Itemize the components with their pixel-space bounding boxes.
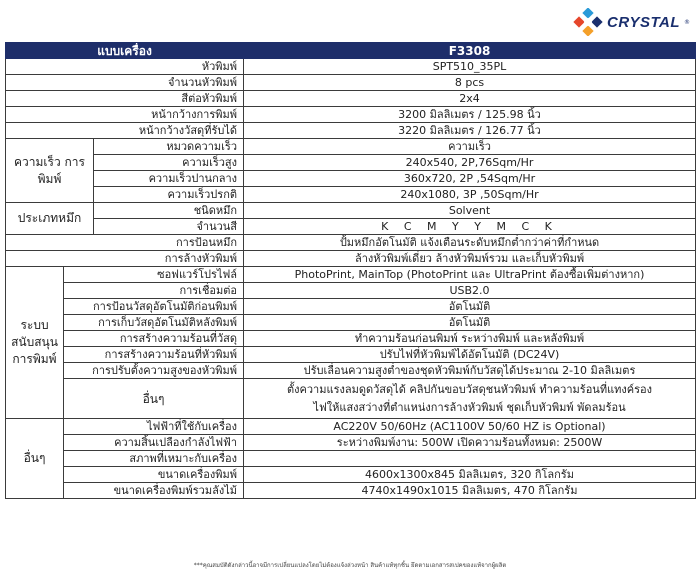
table-row (6, 203, 696, 219)
row-value: อัตโนมัติ (244, 315, 696, 331)
row-value: ปรับไฟที่หัวพิมพ์ได้อัตโนมัติ (DC24V) (244, 347, 696, 363)
row-label: สภาพที่เหมาะกับเครื่อง (64, 451, 244, 467)
row-value (244, 451, 696, 467)
row-label: ซอฟแวร์โปรไฟล์ (64, 267, 244, 283)
row-value: PhotoPrint, MainTop (PhotoPrint และ UltraPrint ต้องซื้อเพิ่มต่างหาก) (244, 267, 696, 283)
row-value: Solvent (244, 203, 696, 219)
row-label: ความเร็วสูง (94, 155, 244, 171)
row-value (244, 379, 696, 419)
row-value: AC220V 50/60Hz (AC1100V 50/60 HZ is Optional) (244, 419, 696, 435)
row-label: ความสิ้นเปลืองกำลังไฟฟ้า (64, 435, 244, 451)
row-label: ไฟฟ้าที่ใช้กับเครื่อง (64, 419, 244, 435)
table-row (6, 347, 696, 363)
row-value: อัตโนมัติ (244, 299, 696, 315)
table-row (6, 187, 696, 203)
row-label: ความเร็วปานกลาง (94, 171, 244, 187)
support-group-label: ระบบ สนับสนุน การพิมพ์ (6, 267, 64, 419)
table-row (6, 139, 696, 155)
row-label: หน้ากว้างวัสดุที่รับได้ (6, 123, 244, 139)
row-label: การป้อนวัสดุอัตโนมัติก่อนพิมพ์ (64, 299, 244, 315)
table-row (6, 467, 696, 483)
table-row (6, 315, 696, 331)
row-label: การเก็บวัสดุอัตโนมัติหลังพิมพ์ (64, 315, 244, 331)
row-value: ล้างหัวพิมพ์เดี่ยว ล้างหัวพิมพ์รวม และเก็บหัวพิมพ์ (244, 251, 696, 267)
row-value: ปรับเลื่อนความสูงต่ำของชุดหัวพิมพ์กับวัสดุได้ประมาณ 2-10 มิลลิเมตร (244, 363, 696, 379)
row-value: USB2.0 (244, 283, 696, 299)
speed-group-label: ความเร็ว การพิมพ์ (6, 139, 94, 203)
row-value: ทำความร้อนก่อนพิมพ์ ระหว่างพิมพ์ และหลังพิมพ์ (244, 331, 696, 347)
row-value: 240x1080, 3P ,50Sqm/Hr (244, 187, 696, 203)
table-row (6, 123, 696, 139)
table-row (6, 235, 696, 251)
table-row (6, 251, 696, 267)
row-label: การป้อนหมึก (6, 235, 244, 251)
row-label: การปรับตั้งความสูงของหัวพิมพ์ (64, 363, 244, 379)
spec-table (5, 42, 696, 499)
row-label: ขนาดเครื่องพิมพ์รวมลังไม้ (64, 483, 244, 499)
row-value: ความเร็ว (244, 139, 696, 155)
table-row (6, 59, 696, 75)
table-row (6, 435, 696, 451)
row-value: ระหว่างพิมพ์งาน: 500W เปิดความร้อนทั้งหมด: 2500W (244, 435, 696, 451)
table-row (6, 363, 696, 379)
row-value: 240x540, 2P,76Sqm/Hr (244, 155, 696, 171)
row-label: อื่นๆ (64, 379, 244, 419)
table-row (6, 107, 696, 123)
others-line-2: ไฟให้แสงสว่างที่ตำแหน่งการล้างหัวพิมพ์ ชุดเก็บหัวพิมพ์ พัดลมร้อน (313, 400, 626, 414)
table-row (6, 171, 696, 187)
row-label: ความเร็วปรกติ (94, 187, 244, 203)
row-label: จำนวนสี (94, 219, 244, 235)
header-label: แบบเครื่อง (6, 43, 244, 59)
header-model: F3308 (244, 43, 696, 59)
row-value: ปั้มหมึกอัตโนมัติ แจ้งเตือนระดับหมึกต่ำกว่าค่าที่กำหนด (244, 235, 696, 251)
table-row (6, 75, 696, 91)
row-value: SPT510_35PL (244, 59, 696, 75)
row-value: 3220 มิลลิเมตร / 126.77 นิ้ว (244, 123, 696, 139)
row-value: 360x720, 2P ,54Sqm/Hr (244, 171, 696, 187)
row-label: การเชื่อมต่อ (64, 283, 244, 299)
table-row (6, 219, 696, 235)
table-row (6, 331, 696, 347)
header-row (6, 43, 696, 59)
table-row (6, 267, 696, 283)
row-label: การสร้างความร้อนที่หัวพิมพ์ (64, 347, 244, 363)
row-label: หัวพิมพ์ (6, 59, 244, 75)
ink-group-label: ประเภทหมึก (6, 203, 94, 235)
brand-logo (573, 8, 690, 36)
table-row (6, 379, 696, 419)
brand-trademark: ® (684, 18, 690, 26)
table-row (6, 299, 696, 315)
row-label: การสร้างความร้อนที่วัสดุ (64, 331, 244, 347)
crystal-logo-icon (573, 8, 603, 36)
row-label: หมวดความเร็ว (94, 139, 244, 155)
table-row (6, 419, 696, 435)
table-row (6, 483, 696, 499)
row-value: 2x4 (244, 91, 696, 107)
row-value: 4740x1490x1015 มิลลิเมตร, 470 กิโลกรัม (244, 483, 696, 499)
row-value: 4600x1300x845 มิลลิเมตร, 320 กิโลกรัม (244, 467, 696, 483)
others-line-1: ตั้งความแรงลมดูดวัสดุได้ คลิปกันขอบวัสดุชนหัวพิมพ์ ทำความร้อนที่แทงค์รอง (287, 382, 653, 396)
row-label: หน้ากว้างการพิมพ์ (6, 107, 244, 123)
brand-name: CRYSTAL (607, 13, 680, 31)
row-value: K C M Y Y M C K (244, 219, 696, 235)
other-group-label: อื่นๆ (6, 419, 64, 499)
row-label: สีต่อหัวพิมพ์ (6, 91, 244, 107)
table-row (6, 91, 696, 107)
footnote: ***คุณสมบัติดังกล่าวนี้อาจมีการเปลี่ยนแปลงโดยไม่ต้องแจ้งล่วงหน้า สินค้าแท้ทุกชิ้น ยึดตามเอกสารสเปคของแท้จากผู้ผลิต (193, 562, 507, 569)
row-value: 3200 มิลลิเมตร / 125.98 นิ้ว (244, 107, 696, 123)
row-label: จำนวนหัวพิมพ์ (6, 75, 244, 91)
row-label: ขนาดเครื่องพิมพ์ (64, 467, 244, 483)
row-label: ชนิดหมึก (94, 203, 244, 219)
table-row (6, 283, 696, 299)
row-value: 8 pcs (244, 75, 696, 91)
table-row (6, 451, 696, 467)
row-label: การล้างหัวพิมพ์ (6, 251, 244, 267)
table-row (6, 155, 696, 171)
